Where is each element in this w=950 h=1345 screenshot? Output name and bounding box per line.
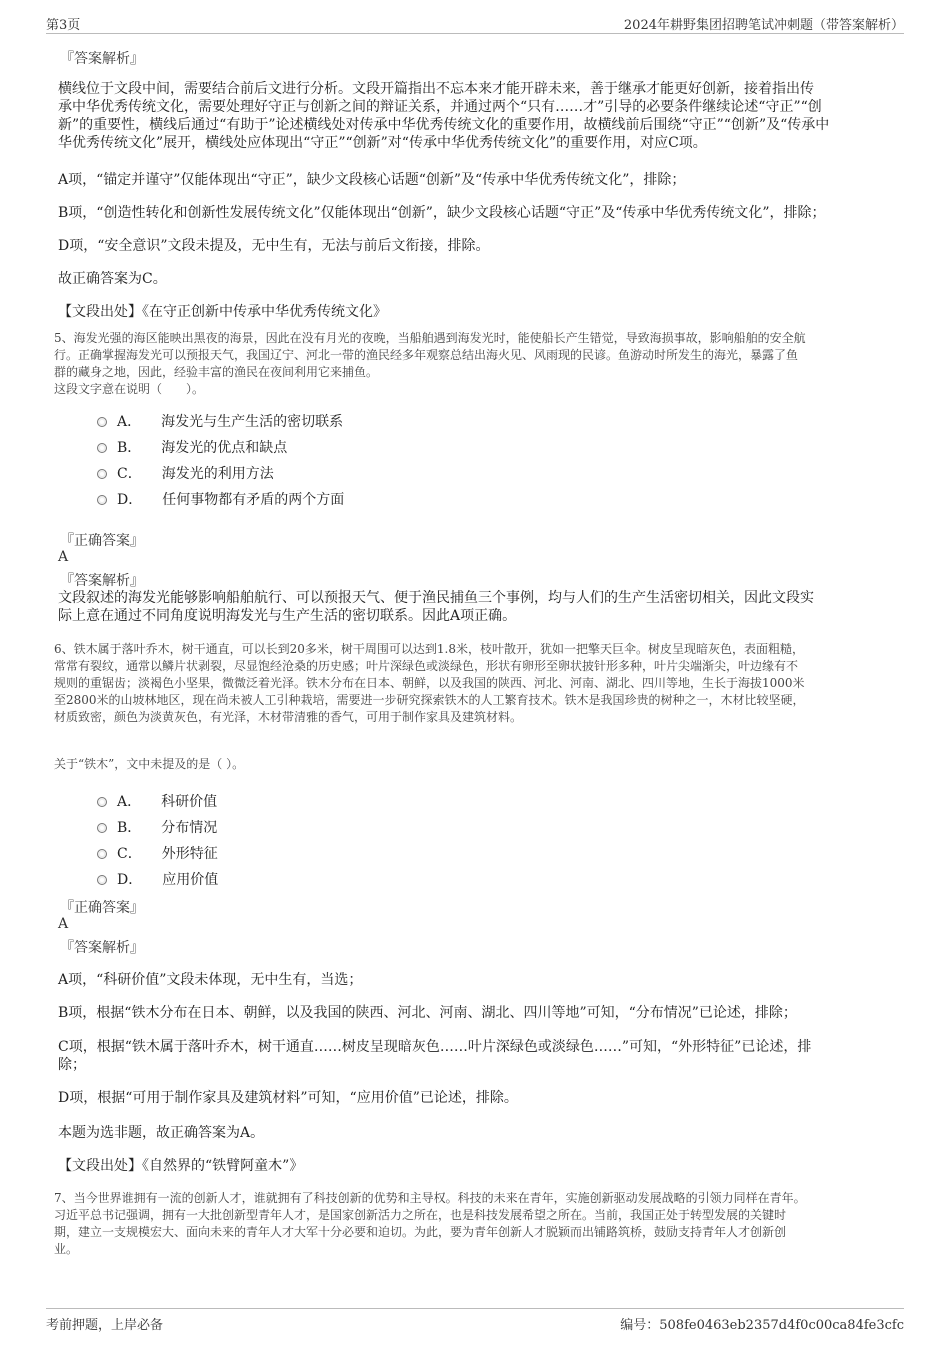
q6-source: 【文段出处】《自然界的“铁臂阿童木”》 bbox=[58, 1158, 304, 1174]
text-line: 除； bbox=[58, 1057, 86, 1073]
text-line: 新”的重要性，横线后通过“有助于”论述横线处对传承中华优秀传统文化的重要作用，故横线前后围绕“守正”“创新”及“传承中 bbox=[58, 117, 830, 133]
page-number: 第3页 bbox=[46, 18, 81, 33]
radio-button[interactable] bbox=[97, 443, 107, 453]
q6-option-d[interactable]: D． 应用价值 bbox=[97, 869, 218, 889]
q4-analysis-paragraph bbox=[58, 80, 906, 152]
q6-option-a[interactable]: A． 科研价值 bbox=[97, 791, 217, 811]
footer-slogan: 考前押题，上岸必备 bbox=[46, 1318, 164, 1333]
q7-stem bbox=[54, 1190, 904, 1258]
q6-answer: A bbox=[58, 916, 69, 932]
q6-stem bbox=[54, 641, 904, 726]
q6-answer-label: 『正确答案』 bbox=[60, 900, 144, 916]
q4-option-d-analysis: D项，“安全意识”文段未提及，无中生有，无法与前后文衔接，排除。 bbox=[58, 238, 490, 254]
q4-option-b-analysis: B项，“创造性转化和创新性发展传统文化”仅能体现出“创新”，缺少文段核心话题“守正”及“传承中华优秀传统文化”，排除； bbox=[58, 205, 826, 221]
text-line: 至2800米的山坡林地区，现在尚未被人工引种栽培，需要进一步研究探索铁木的人工繁育技术。铁木是我国珍贵的树种之一，木材比较坚硬， bbox=[54, 693, 805, 707]
q5-option-d[interactable]: D． 任何事物都有矛盾的两个方面 bbox=[97, 489, 344, 509]
page-footer bbox=[46, 1308, 904, 1332]
q5-answer: A bbox=[58, 549, 69, 565]
radio-button[interactable] bbox=[97, 875, 107, 885]
text-line: 横线位于文段中间，需要结合前后文进行分析。文段开篇指出不忘本来才能开辟未来，善于继承才能更好创新，接着指出传 bbox=[58, 81, 814, 97]
radio-button[interactable] bbox=[97, 469, 107, 479]
q6-analysis-label: 『答案解析』 bbox=[60, 940, 144, 956]
q6-conclusion: 本题为选非题，故正确答案为A。 bbox=[58, 1125, 265, 1141]
q4-source: 【文段出处】《在守正创新中传承中华优秀传统文化》 bbox=[58, 304, 387, 320]
text-line: 习近平总书记强调，拥有一大批创新型青年人才，是国家创新活力之所在，也是科技发展希望之所在。当前，我国正处于转型发展的关键时 bbox=[54, 1208, 787, 1222]
q5-analysis-label: 『答案解析』 bbox=[60, 573, 144, 589]
text-line: 6、铁木属于落叶乔木，树干通直，可以长到20多米，树干周围可以达到1.8米，枝叶散开，犹如一把擎天巨伞。树皮呈现暗灰色，表面粗糙， bbox=[54, 642, 804, 656]
q5-stem bbox=[54, 330, 904, 398]
q6-question: 关于“铁木”，文中未提及的是（ ）。 bbox=[54, 757, 245, 771]
radio-button[interactable] bbox=[97, 849, 107, 859]
q5-answer-label: 『正确答案』 bbox=[60, 533, 144, 549]
q6-option-a-analysis: A项，“科研价值”文段未体现，无中生有，当选； bbox=[58, 972, 363, 988]
q5-option-a[interactable]: A． 海发光与生产生活的密切联系 bbox=[97, 411, 343, 431]
text-line: 际上意在通过不同角度说明海发光与生产生活的密切联系。因此A项正确。 bbox=[58, 608, 517, 624]
q6-option-b[interactable]: B． 分布情况 bbox=[97, 817, 217, 837]
q5-option-b[interactable]: B． 海发光的优点和缺点 bbox=[97, 437, 287, 457]
text-line: 常常有裂纹，通常以鳞片状剥裂，尽显饱经沧桑的历史感；叶片深绿色或淡绿色，形状有卵形至卵状披针形多种，叶片尖端渐尖，叶边缘有不 bbox=[54, 659, 799, 673]
document-title: 2024年耕野集团招聘笔试冲刺题（带答案解析） bbox=[623, 18, 904, 33]
radio-button[interactable] bbox=[97, 797, 107, 807]
q4-conclusion: 故正确答案为C。 bbox=[58, 271, 167, 287]
text-line: 5、海发光强的海区能映出黑夜的海景，因此在没有月光的夜晚，当船舶遇到海发光时，能使船长产生错觉，导致海损事故，影响船舶的安全航 bbox=[54, 331, 806, 345]
q5-analysis bbox=[58, 589, 906, 625]
text-line: 材质致密，颜色为淡黄灰色，有光泽，木材带清雅的香气，可用于制作家具及建筑材料。 bbox=[54, 710, 523, 724]
text-line: 期，建立一支规模宏大、面向未来的青年人才大军十分必要和迫切。为此，要为青年创新人才脱颖而出铺路筑桥，鼓励支持青年人才创新创 bbox=[54, 1225, 787, 1239]
q5-option-c[interactable]: C． 海发光的利用方法 bbox=[97, 463, 274, 483]
radio-button[interactable] bbox=[97, 417, 107, 427]
q4-analysis-label: 『答案解析』 bbox=[60, 51, 144, 67]
text-line: 承中华优秀传统文化，需要处理好守正与创新之间的辩证关系，并通过两个“只有……才”引导的必要条件继续论述“守正”“创 bbox=[58, 99, 822, 115]
q4-option-a-analysis: A项，“锚定并谨守”仅能体现出“守正”，缺少文段核心话题“创新”及“传承中华优秀传统文化”，排除； bbox=[58, 172, 686, 188]
q6-option-d-analysis: D项，根据“可用于制作家具及建筑材料”可知，“应用价值”已论述，排除。 bbox=[58, 1090, 518, 1106]
text-line: 行。正确掌握海发光可以预报天气，我国辽宁、河北一带的渔民经多年观察总结出海火见、风雨现的民谚。鱼游动时所发生的海光，暴露了鱼 bbox=[54, 348, 799, 362]
text-line: 规则的重锯齿；淡褐色小坚果，微微泛着光泽。铁木分布在日本、朝鲜，以及我国的陕西、河北、河南、湖北、四川等地，生长于海拔1000米 bbox=[54, 676, 805, 690]
text-line: 业。 bbox=[54, 1242, 79, 1256]
document-serial: 编号：508fe0463eb2357d4f0c00ca84fe3cfc bbox=[620, 1318, 904, 1333]
text-line: C项，根据“铁木属于落叶乔木，树干通直……树皮呈现暗灰色……叶片深绿色或淡绿色……”可知，“外形特征”已论述，排 bbox=[58, 1039, 812, 1055]
radio-button[interactable] bbox=[97, 495, 107, 505]
q6-option-c-analysis bbox=[58, 1038, 906, 1074]
q6-option-c[interactable]: C． 外形特征 bbox=[97, 843, 218, 863]
text-line: 华优秀传统文化”展开，横线处应体现出“守正”“创新”对“传承中华优秀传统文化”的重要作用，对应C项。 bbox=[58, 135, 707, 151]
text-line: 群的藏身之地，因此，经验丰富的渔民在夜间利用它来捕鱼。 bbox=[54, 365, 379, 379]
text-line: 文段叙述的海发光能够影响船舶航行、可以预报天气、便于渔民捕鱼三个事例，均与人们的生产生活密切相关，因此文段实 bbox=[58, 590, 814, 606]
radio-button[interactable] bbox=[97, 823, 107, 833]
q6-option-b-analysis: B项，根据“铁木分布在日本、朝鲜，以及我国的陕西、河北、河南、湖北、四川等地”可知，“分布情况”已论述，排除； bbox=[58, 1005, 797, 1021]
text-line: 7、当今世界谁拥有一流的创新人才，谁就拥有了科技创新的优势和主导权。科技的未来在青年，实施创新驱动发展战略的引领力同样在青年。 bbox=[54, 1191, 806, 1205]
text-line: 这段文字意在说明（ ）。 bbox=[54, 382, 205, 396]
